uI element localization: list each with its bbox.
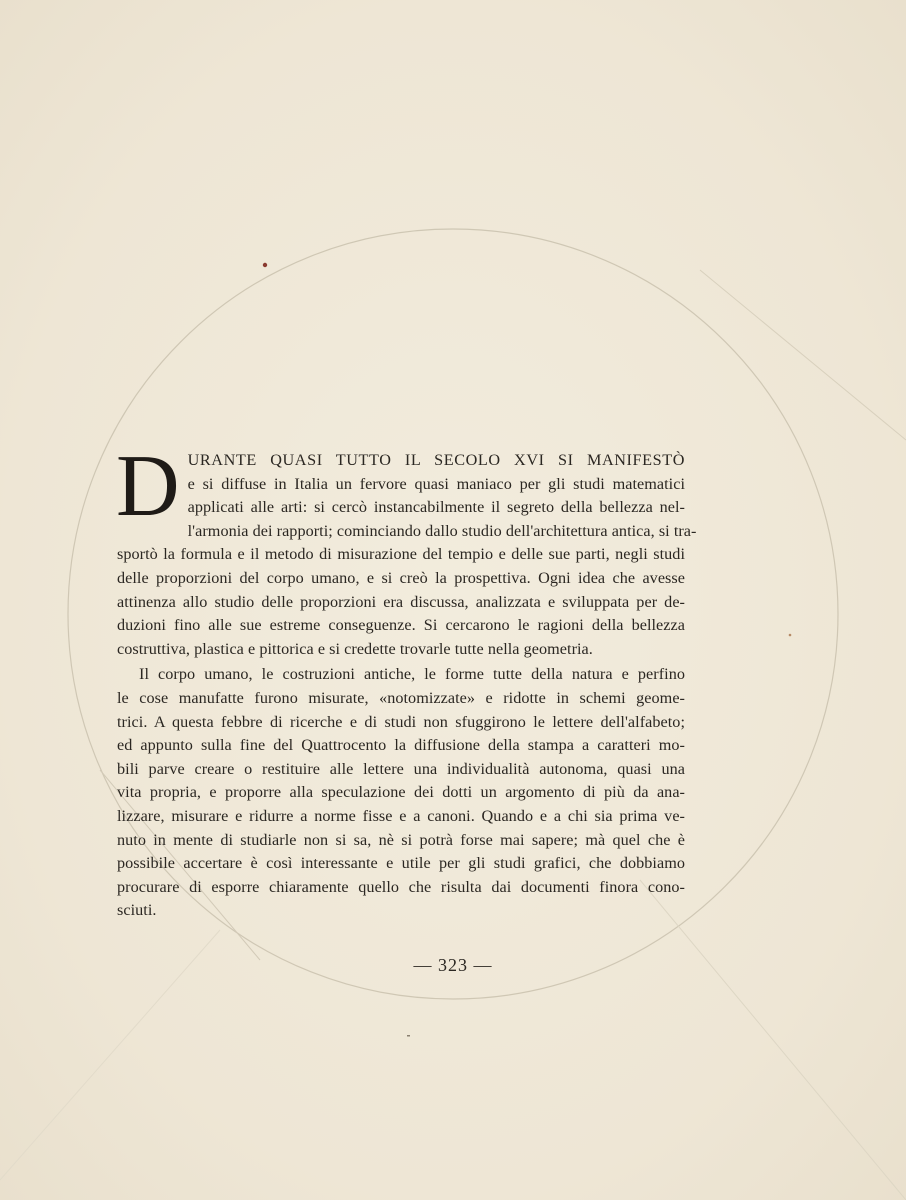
text-line: Il corpo umano, le costruzioni antiche, le forme tutte della natura e perfino [139,665,685,684]
page-number: — 323 — [413,955,493,975]
text-line: nuto in mente di studiarle non si sa, nè si potrà forse mai sapere; mà quel che è [117,830,685,849]
text-line: delle proporzioni del corpo umano, e si creò la prospettiva. Ogni idea che avesse [117,568,685,587]
text-line: applicati alle arti: si cercò instancabilmente il segreto della bellezza nel- [187,498,685,517]
text-line: possibile accertare è così interessante e utile per gli studi grafici, che dobbiamo [117,854,685,873]
text-line: costruttiva, plastica e pittorica e si credette trovarle tutte nella geometria. [117,639,593,658]
opening-small-caps-line: URANTE QUASI TUTTO IL SECOLO XVI SI MANIFESTÒ [187,451,685,469]
text-line: bili parve creare o restituire alle lettere una individualità autonoma, quasi una [117,759,685,778]
text-line: lizzare, misurare e ridurre a norme fisse e a canoni. Quando e a chi sia prima ve- [117,806,685,825]
diagonal-line-top-right [700,270,906,440]
text-line: le cose manufatte furono misurate, «notomizzate» e ridotte in schemi geome- [117,688,685,707]
text-line: procurare di esporre chiaramente quello che risulta dai documenti finora cono- [117,877,685,896]
main-text [116,438,697,923]
drop-cap-letter: D [116,438,180,535]
text-line: trici. A questa febbre di ricerche e di studi non sfuggirono le lettere dell'alfabeto; [117,712,685,731]
text-line: ed appunto sulla fine del Quattrocento la diffusione della stampa a caratteri mo- [117,736,685,755]
text-line: e si diffuse in Italia un fervore quasi maniaco per gli studi matematici [187,474,685,493]
diagonal-line-bottom-right [640,880,906,1200]
paper-speck [789,634,792,637]
ink-speck [263,263,267,267]
text-line: sciuti. [117,901,157,920]
text-line: sportò la formula e il metodo di misurazione del tempio e delle sue parti, negli studi [117,545,685,564]
paragraph-2 [117,663,685,923]
text-line: l'armonia dei rapporti; cominciando dallo studio dell'architettura antica, si tra- [187,521,697,540]
paragraph-1 [116,438,697,661]
paper-speck-small [407,1035,410,1037]
text-line: vita propria, e proporre alla speculazione dei dotti un argomento di più da ana- [117,783,685,802]
text-line: duzioni fino alle sue estreme conseguenze. Si cercarono le ragioni della bellezza [117,616,685,635]
text-line: attinenza allo studio delle proporzioni era discussa, analizzata e sviluppata per de- [117,592,685,611]
